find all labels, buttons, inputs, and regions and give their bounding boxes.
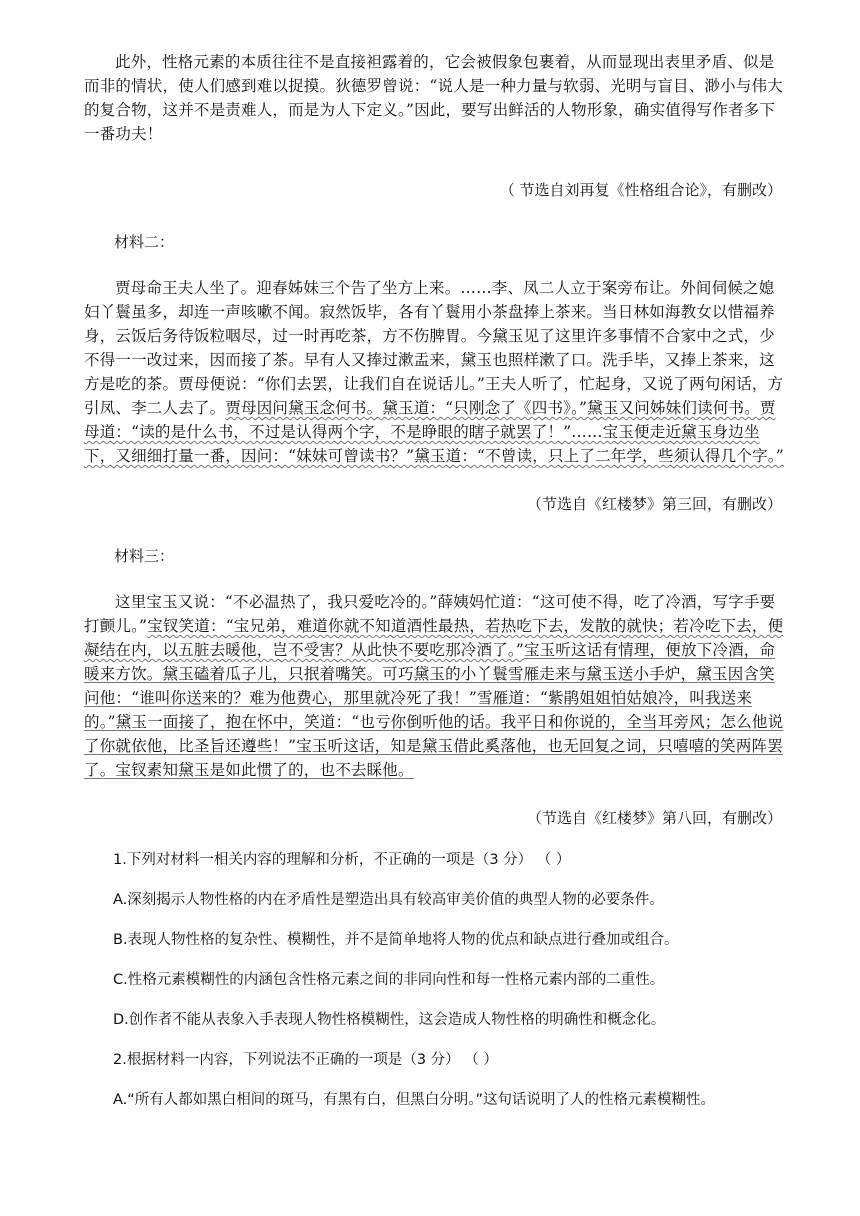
question1-option-c: C.性格元素模糊性的内涵包含性格元素之间的非同向性和每一性格元素内部的二重性。 xyxy=(113,972,665,988)
question1-option-a: A.深刻揭示人物性格的内在矛盾性是塑造出具有较高审美价值的典型人物的必要条件。 xyxy=(113,892,664,908)
material2-paragraph xyxy=(84,276,784,468)
question1-stem: 1.下列对材料一相关内容的理解和分析，不正确的一项是（3 分） （ ） xyxy=(113,852,571,868)
material3-paragraph xyxy=(84,590,784,782)
material2-wavy-underlined-text: 贾母因问黛玉念何书。黛玉道：“只刚念了《四书》。”黛玉又问姊妹们读何书。贾母道：“读的是什么书，不过是认得两个字，不是睁眼的瞎子就罢了！”……宝玉便走近黛玉身边坐下，又细细打量一番，因问：“妹妹可曾读书？”黛玉道：“不曾读，只上了二年学，些须认得几个字。” xyxy=(84,399,784,465)
material2-source: （节选自《红楼梦》第三回，有删改） xyxy=(526,495,782,513)
question1-option-d: D.创作者不能从表象入手表现人物性格模糊性，这会造成人物性格的明确性和概念化。 xyxy=(113,1012,666,1028)
material3-source: （节选自《红楼梦》第八回，有删改） xyxy=(526,809,782,827)
document-page xyxy=(84,50,784,1112)
material2-heading: 材料二： xyxy=(114,233,175,251)
material2-plain-text: 贾母命王夫人坐了。迎春姊妹三个告了坐方上来。……李、凤二人立于案旁布让。外间伺候之媳妇丫鬟虽多，却连一声咳嗽不闻。寂然饭毕，各有丫鬟用小茶盘捧上茶来。当日林如海教女以惜福养身，云饭后务待饭粒咽尽，过一时再吃茶，方不伤脾胃。今黛玉见了这里许多事情不合家中之式，少不得一一改过来，因而接了茶。早有人又捧过漱盂来，黛玉也照样漱了口。洗手毕，又捧上茶来，这方是吃的茶。贾母便说：“你们去罢，让我们自在说话儿。”王夫人听了，忙起身，又说了两句闲话，方引凤、李二人去了。 xyxy=(84,279,784,417)
material1-closing-paragraph: 此外，性格元素的本质往往不是直接袒露着的，它会被假象包裹着，从而显现出表里矛盾、似是而非的情状，使人们感到难以捉摸。狄德罗曾说：“说人是一种力量与软弱、光明与盲目、渺小与伟大的复合物，这并不是责难人，而是为人下定义。”因此，要写出鲜活的人物形象，确实值得写作者多下一番功夫！ xyxy=(84,53,783,143)
material3-heading: 材料三： xyxy=(114,547,175,565)
question1-option-b: B.表现人物性格的复杂性、模糊性，并不是简单地将人物的优点和缺点进行叠加或组合。 xyxy=(113,932,679,948)
question2-option-a: A.“所有人都如黑白相间的斑马，有黑有白，但黑白分明。”这句话说明了人的性格元素模糊性。 xyxy=(113,1092,716,1108)
material3-plain-text: 这里宝玉又说：“不必温热了，我只爱吃冷的。”薛姨妈忙道：“这可使不得，吃了冷酒，写字手要打颤儿。” xyxy=(84,593,776,635)
question2-stem: 2.根据材料一内容，下列说法不正确的一项是（3 分） （ ） xyxy=(113,1052,498,1068)
material1-source: （ 节选自刘再复《性格组合论》，有删改） xyxy=(499,181,782,199)
material3-wavy-underlined-text: 宝钗笑道：“宝兄弟，难道你就不知道酒性最热，若热吃下去，发散的就快；若冷吃下去，便凝结在内，以五脏去暖他，岂不受害？从此快不要吃那冷酒了。” xyxy=(84,617,784,659)
material3-straight-underlined-text: 宝玉听这话有情理，便放下冷酒，命暖来方饮。黛玉磕着瓜子儿，只抿着嘴笑。可巧黛玉的小丫鬟雪雁走来与黛玉送小手炉，黛玉因含笑问他：“谁叫你送来的？难为他费心，那里就冷死了我！”雪雁道：“紫鹃姐姐怕姑娘冷，叫我送来的。”黛玉一面接了，抱在怀中，笑道：“也亏你倒听他的话。我平日和你说的，全当耳旁风；怎么他说了你就依他，比圣旨还遵些！”宝玉听这话，知是黛玉借此奚落他，也无回复之词，只嘻嘻的笑两阵罢了。宝钗素知黛玉是如此惯了的，也不去睬他。 xyxy=(84,641,784,779)
